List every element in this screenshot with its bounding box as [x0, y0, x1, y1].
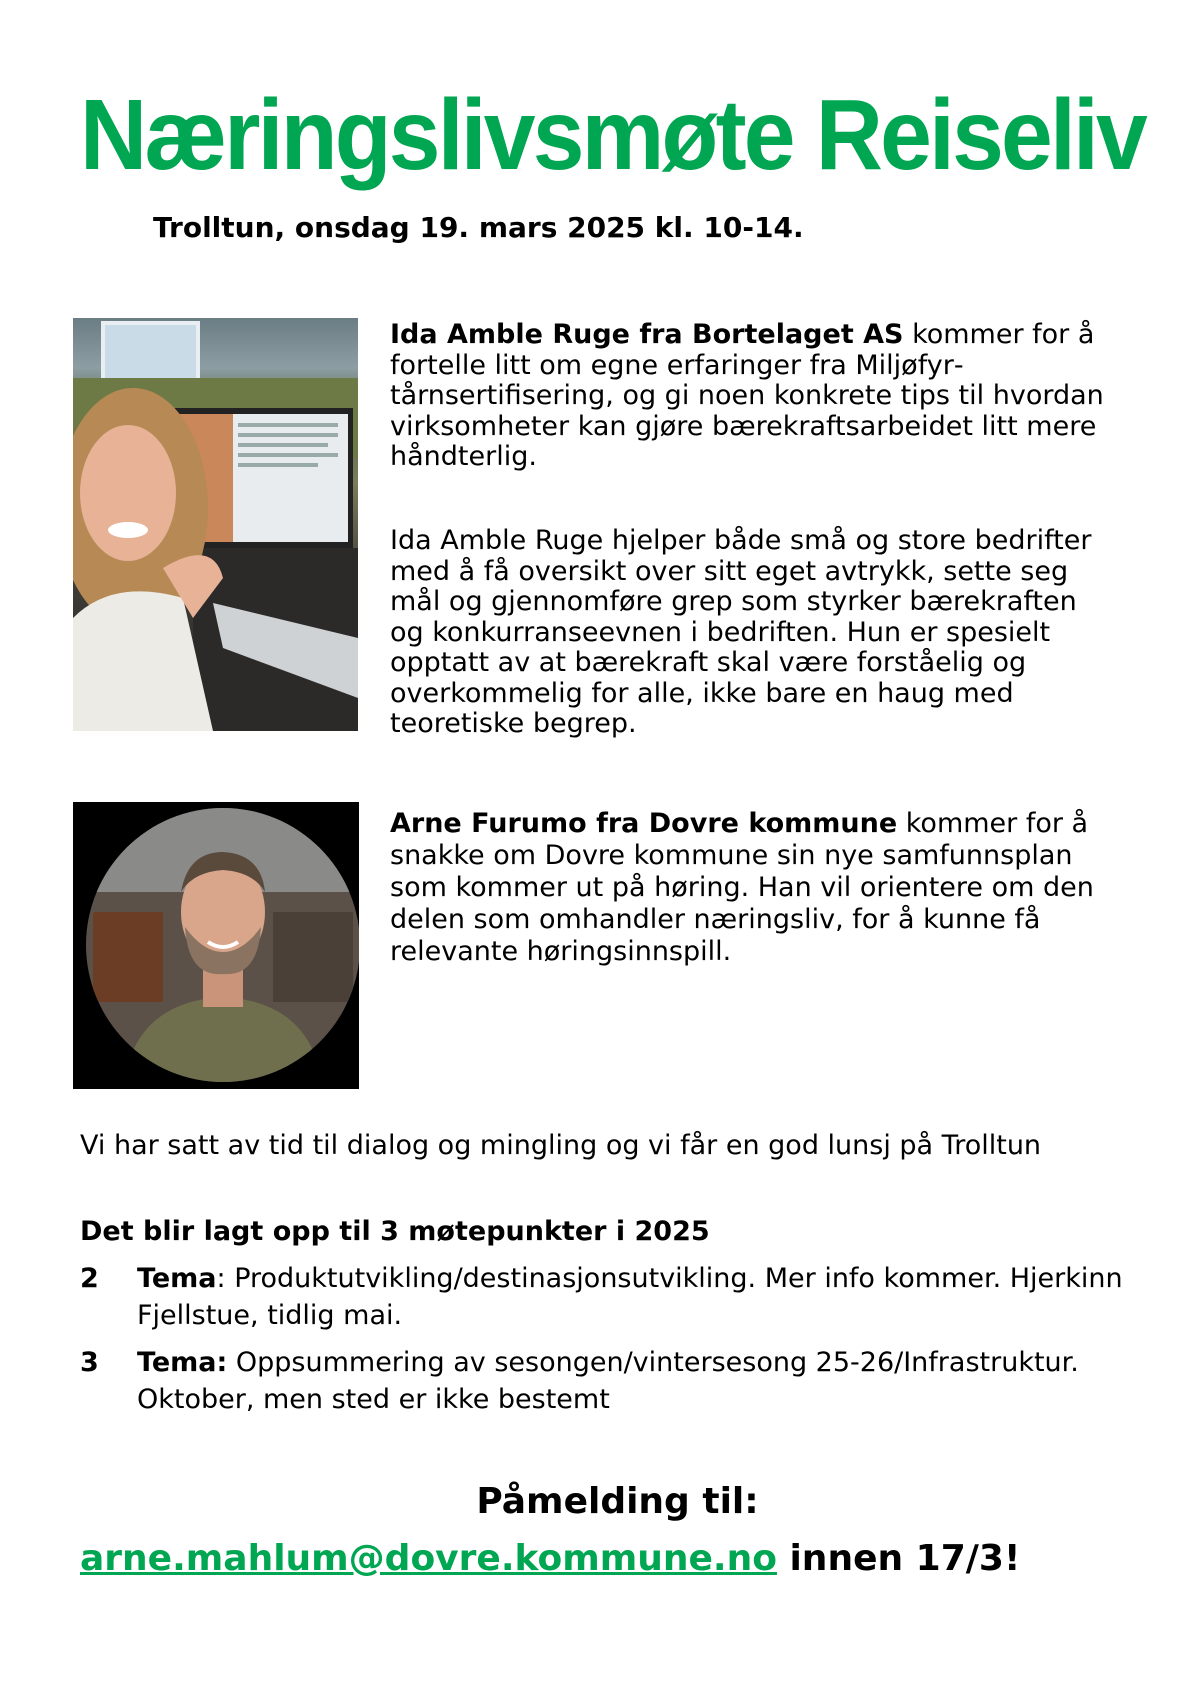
mingling-text: Vi har satt av tid til dialog og mingling og vi får en god lunsj på Trolltun	[80, 1130, 1042, 1161]
meeting-label: Tema:	[137, 1347, 228, 1378]
speaker-intro-arne	[390, 808, 1110, 968]
meeting-label-suffix: :	[216, 1263, 226, 1294]
registration-deadline: innen 17/3!	[776, 1538, 1021, 1579]
meeting-label: Tema	[137, 1263, 217, 1294]
speaker-intro-text-ida: kommer for å fortelle litt om egne erfaringer fra Miljøfyrtårnsertifisering, og gi noen konkrete tips til hvordan virksomheter kan gjøre bærekraftsarbeidet litt mere håndterlig.	[390, 319, 1104, 472]
meeting-number: 2	[80, 1263, 99, 1294]
speaker-bio-ida: Ida Amble Ruge hjelper både små og store bedrifter med å få oversikt over sitt eget avtrykk, sette seg mål og gjennomføre grep som styrker bærekraften og konkurranseevnen i bedriften. Hun er spesielt opptatt av at bærekraft skal være forståelig og overkommelig for alle, ikke bare en haug med teoretiske begrep.	[390, 525, 1092, 739]
meeting-number: 3	[80, 1347, 99, 1378]
meetings-heading: Det blir lagt opp til 3 møtepunkter i 2025	[80, 1216, 710, 1247]
registration-email-link[interactable]: arne.mahlum@dovre.kommune.no	[80, 1538, 777, 1579]
page-title: Næringslivsmøte Reiseliv	[80, 79, 1145, 191]
speaker-intro-text-arne: kommer for å snakke om Dovre kommune sin nye samfunnsplan som kommer ut på høring. Han vil orientere om den delen som omhandler næringsliv, for å kunne få relevante høringsinnspill.	[390, 808, 1094, 967]
speaker-intro-ida	[390, 320, 1110, 473]
speaker-name-ida: Ida Amble Ruge fra Bortelaget AS	[390, 319, 904, 350]
speaker-photo-arne	[73, 802, 359, 1089]
meeting-text: Produktutvikling/destinasjonsutvikling. Mer info kommer. Hjerkinn Fjellstue, tidlig mai.	[137, 1263, 1123, 1331]
meeting-text: Oppsummering av sesongen/vintersesong 25-26/Infrastruktur. Oktober, men sted er ikke bestemt	[137, 1347, 1079, 1415]
meeting-description	[137, 1344, 1167, 1418]
speaker-photo-ida	[73, 318, 358, 731]
registration-line	[80, 1537, 1020, 1581]
event-date-location: Trolltun, onsdag 19. mars 2025 kl. 10-14.	[153, 211, 804, 244]
meeting-description	[137, 1260, 1167, 1334]
registration-heading: Påmelding til:	[476, 1481, 759, 1522]
speaker-name-arne: Arne Furumo fra Dovre kommune	[390, 808, 898, 839]
